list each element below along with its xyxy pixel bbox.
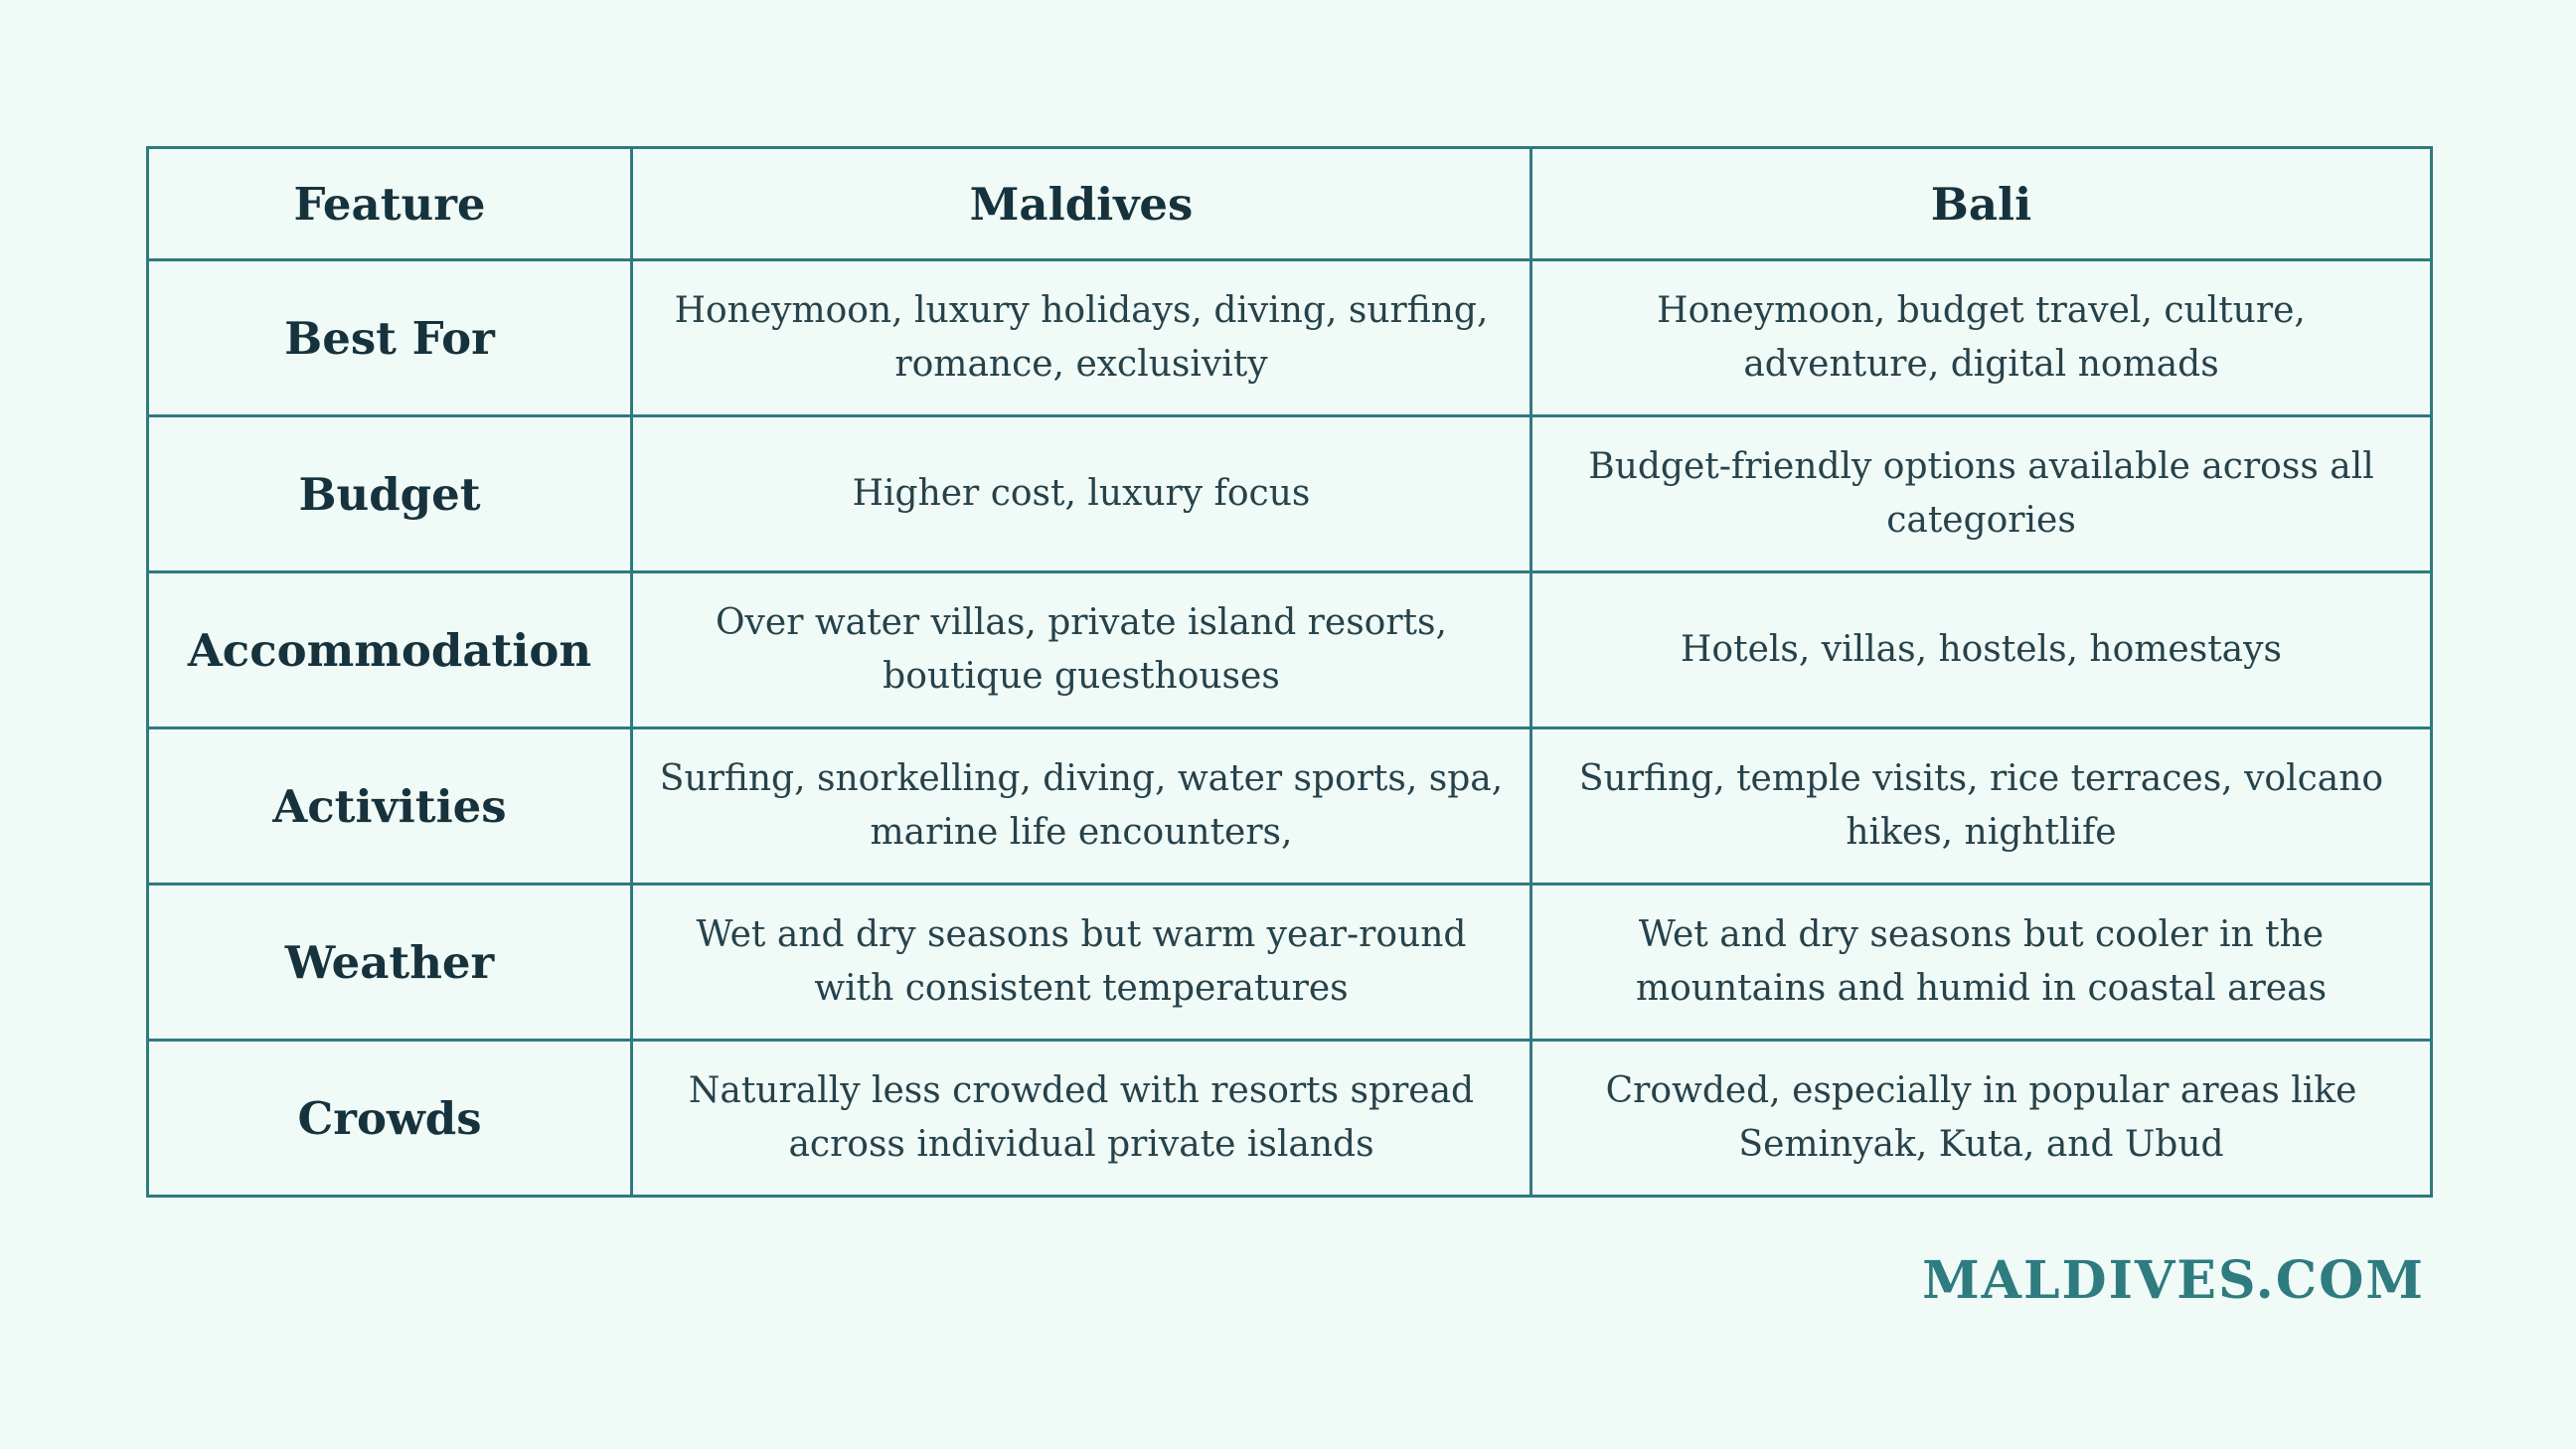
bali-cell: Budget-friendly options available across all categories [1531,416,2432,572]
table-row [148,260,2432,416]
bali-cell: Honeymoon, budget travel, culture, adventure, digital nomads [1531,260,2432,416]
table-body [148,260,2432,1197]
header-maldives: Maldives [632,148,1531,260]
brand-wordmark: MALDIVES.COM [1922,1250,2425,1311]
maldives-cell: Higher cost, luxury focus [632,416,1531,572]
maldives-cell: Wet and dry seasons but warm year-round with consistent temperatures [632,885,1531,1041]
bali-cell: Crowded, especially in popular areas like Seminyak, Kuta, and Ubud [1531,1041,2432,1197]
header-feature: Feature [148,148,632,260]
maldives-cell: Over water villas, private island resorts, boutique guesthouses [632,572,1531,728]
maldives-cell: Surfing, snorkelling, diving, water sports, spa, marine life encounters, [632,728,1531,885]
bali-cell: Hotels, villas, hostels, homestays [1531,572,2432,728]
maldives-cell: Honeymoon, luxury holidays, diving, surfing, romance, exclusivity [632,260,1531,416]
feature-cell: Accommodation [148,572,632,728]
feature-cell: Budget [148,416,632,572]
header-row [148,148,2432,260]
table-row [148,728,2432,885]
feature-cell: Activities [148,728,632,885]
table-row [148,572,2432,728]
table-row [148,885,2432,1041]
maldives-cell: Naturally less crowded with resorts spread across individual private islands [632,1041,1531,1197]
bali-cell: Wet and dry seasons but cooler in the mountains and humid in coastal areas [1531,885,2432,1041]
bali-cell: Surfing, temple visits, rice terraces, volcano hikes, nightlife [1531,728,2432,885]
table-row [148,416,2432,572]
table-row [148,1041,2432,1197]
comparison-table [146,146,2433,1198]
header-bali: Bali [1531,148,2432,260]
feature-cell: Best For [148,260,632,416]
feature-cell: Weather [148,885,632,1041]
table-header [148,148,2432,260]
feature-cell: Crowds [148,1041,632,1197]
